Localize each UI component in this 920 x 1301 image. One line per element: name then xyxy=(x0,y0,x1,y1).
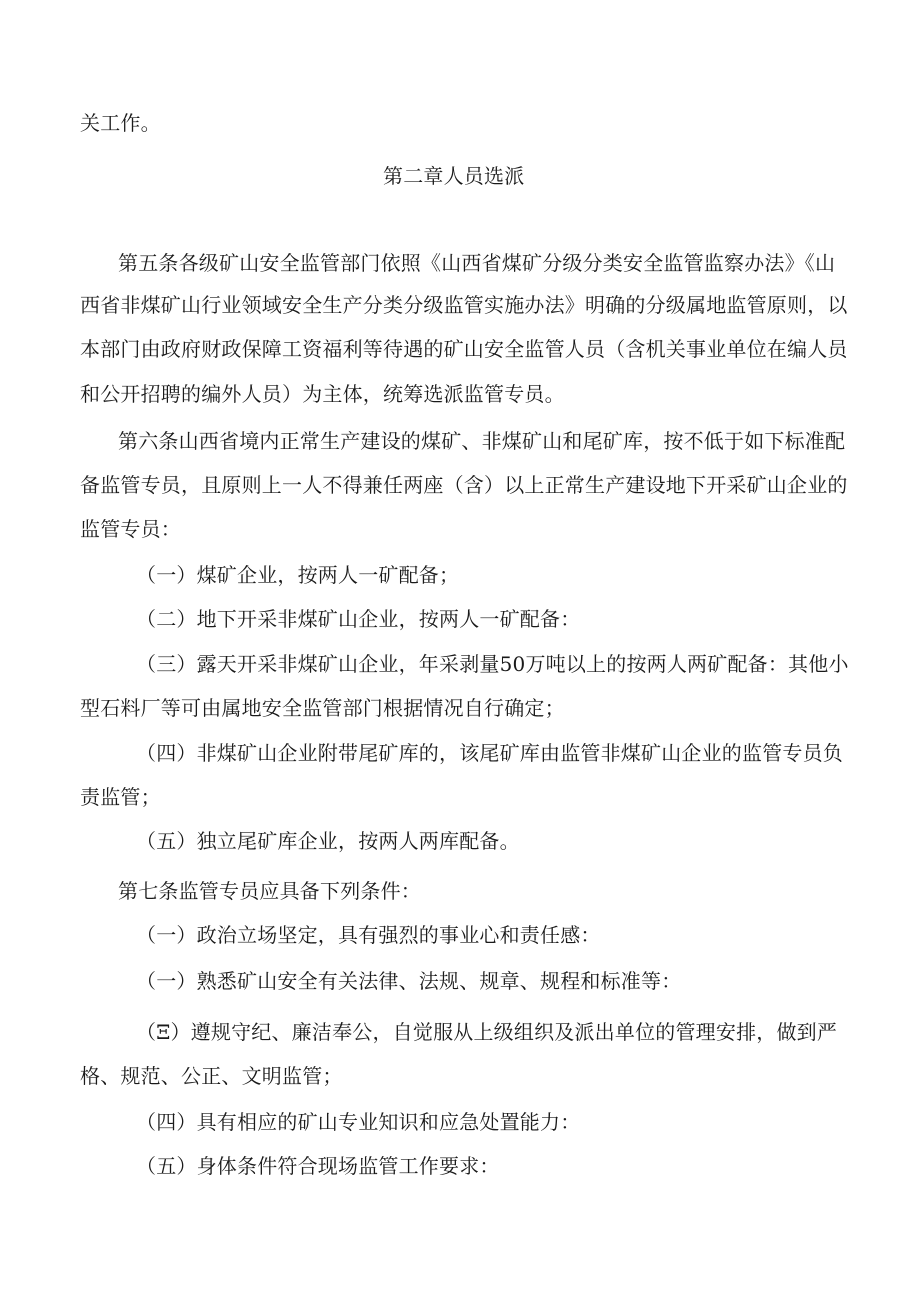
text-line: 本部门由政府财政保障工资福利等待遇的矿山安全监管人员（含机关事业单位在编人员 xyxy=(80,337,848,361)
text-line: 备监管专员，且原则上一人不得兼任两座（含）以上正常生产建设地下开采矿山企业的 xyxy=(80,473,848,497)
list-item: （Ξ）遵规守纪、廉洁奉公，自觉服从上级组织及派出单位的管理安排，做到严 xyxy=(136,1020,838,1044)
list-item: （五）独立尾矿库企业，按两人两库配备。 xyxy=(136,829,520,853)
list-item: （一）熟悉矿山安全有关法律、法规、规章、规程和标准等： xyxy=(136,969,682,993)
text-line: 责监管； xyxy=(80,785,161,809)
text-line: 第七条监管专员应具备下列条件： xyxy=(118,879,421,903)
list-item: （一）政治立场坚定，具有强烈的事业心和责任感： xyxy=(136,923,601,947)
text-line: 西省非煤矿山行业领域安全生产分类分级监管实施办法》明确的分级属地监管原则，以 xyxy=(80,293,848,317)
list-item: （五）身体条件符合现场监管工作要求： xyxy=(136,1154,500,1178)
list-item: （三）露天开采非煤矿山企业，年采剥量50万吨以上的按两人两矿配备：其他小 xyxy=(136,652,849,676)
text-line: 关工作。 xyxy=(80,111,161,135)
text-line: 监管专员： xyxy=(80,517,181,541)
list-item: （四）具有相应的矿山专业知识和应急处置能力： xyxy=(136,1110,581,1134)
chapter-heading: 第二章人员选派 xyxy=(383,164,525,188)
text-line: 第五条各级矿山安全监管部门依照《山西省煤矿分级分类安全监管监察办法》《山 xyxy=(118,251,836,275)
list-item: （四）非煤矿山企业附带尾矿库的，该尾矿库由监管非煤矿山企业的监管专员负 xyxy=(136,741,843,765)
text-line: 格、规范、公正、文明监管； xyxy=(80,1064,343,1088)
list-item: （二）地下开采非煤矿山企业，按两人一矿配备： xyxy=(136,607,581,631)
text-line: 和公开招聘的编外人员）为主体，统筹选派监管专员。 xyxy=(80,382,565,406)
text-line: 第六条山西省境内正常生产建设的煤矿、非煤矿山和尾矿库，按不低于如下标准配 xyxy=(118,429,846,453)
list-item: （一）煤矿企业，按两人一矿配备； xyxy=(136,563,460,587)
text-line: 型石料厂等可由属地安全监管部门根据情况自行确定； xyxy=(80,696,565,720)
